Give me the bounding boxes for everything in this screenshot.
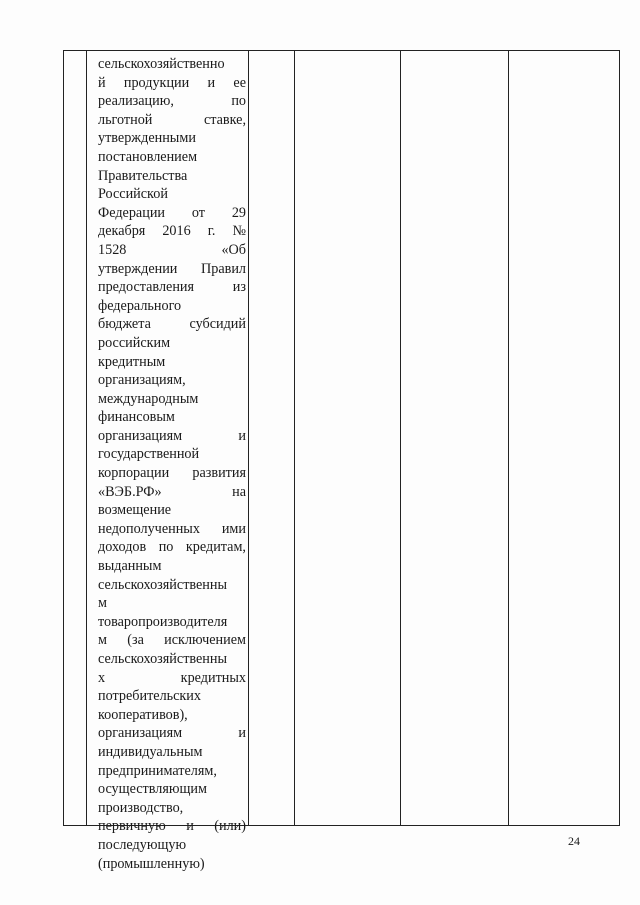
cell-word: последующую	[98, 836, 187, 853]
cell-word: реализацию,	[98, 93, 174, 110]
cell-text-line	[98, 297, 246, 316]
cell-word: Федерации	[98, 204, 166, 221]
column-divider-5	[508, 50, 509, 826]
cell-text-line	[98, 855, 246, 874]
cell-text-line	[98, 817, 246, 836]
cell-text-line	[98, 390, 246, 409]
cell-text-line	[98, 185, 246, 204]
cell-text-line	[98, 520, 246, 539]
cell-word: кредитам,	[185, 539, 246, 556]
cell-word: (или)	[214, 818, 246, 835]
cell-word: финансовым	[98, 409, 175, 426]
cell-word: и	[238, 725, 246, 742]
cell-text-line	[98, 278, 246, 297]
cell-text-line	[98, 743, 246, 762]
cell-text-line	[98, 464, 246, 483]
cell-text-line	[98, 762, 246, 781]
cell-word: доходов	[98, 539, 147, 556]
cell-word: Правил	[200, 260, 246, 277]
cell-word: корпорации	[98, 465, 170, 482]
cell-word: «ВЭБ.РФ»	[98, 483, 162, 500]
cell-text-line	[98, 650, 246, 669]
cell-word: по	[158, 539, 174, 556]
cell-text-line	[98, 222, 246, 241]
cell-text-line	[98, 241, 246, 260]
cell-word: субсидий	[189, 316, 246, 333]
cell-word: сельскохозяйственны	[98, 576, 228, 593]
cell-word: Российской	[98, 186, 168, 203]
cell-text-line	[98, 353, 246, 372]
cell-word: и	[238, 427, 246, 444]
cell-text-line	[98, 576, 246, 595]
column-divider-3	[294, 50, 295, 826]
cell-word: бюджета	[98, 316, 151, 333]
cell-text-line	[98, 334, 246, 353]
cell-word: организациям	[98, 427, 183, 444]
cell-word: возмещение	[98, 502, 172, 519]
cell-word: международным	[98, 390, 199, 407]
cell-word: утвержденными	[98, 130, 196, 147]
cell-word: исключением	[164, 632, 246, 649]
cell-text-line	[98, 631, 246, 650]
cell-word: (за	[127, 632, 144, 649]
cell-word: производство,	[98, 799, 184, 816]
cell-word: 2016	[162, 223, 191, 240]
cell-text-line	[98, 427, 246, 446]
cell-word: Правительства	[98, 167, 188, 184]
cell-word: индивидуальным	[98, 743, 203, 760]
cell-word: (промышленную)	[98, 855, 205, 872]
cell-word: м	[98, 632, 107, 649]
cell-word: м	[98, 595, 107, 612]
cell-word: организациям,	[98, 372, 186, 389]
cell-word: первичную	[98, 818, 166, 835]
cell-word: продукции	[123, 74, 190, 91]
cell-word: осуществляющим	[98, 781, 207, 798]
cell-word: российским	[98, 334, 171, 351]
cell-word: кредитным	[98, 353, 166, 370]
cell-word: выданным	[98, 558, 162, 575]
page-number: 24	[568, 834, 580, 848]
cell-text-line	[98, 371, 246, 390]
cell-text-line	[98, 724, 246, 743]
cell-word: 1528	[98, 241, 127, 258]
cell-word: постановлением	[98, 148, 198, 165]
cell-text-line	[98, 204, 246, 223]
cell-text-line	[98, 706, 246, 725]
cell-word: от	[191, 204, 205, 221]
cell-text-line	[98, 445, 246, 464]
cell-text-line	[98, 538, 246, 557]
cell-text-line	[98, 836, 246, 855]
cell-word: ими	[221, 520, 246, 537]
cell-word: сельскохозяйственно	[98, 56, 225, 72]
cell-word: кредитных	[180, 669, 246, 686]
cell-text-line	[98, 557, 246, 576]
cell-text-line	[98, 111, 246, 130]
cell-word: федерального	[98, 297, 182, 314]
cell-word: государственной	[98, 446, 200, 463]
cell-word: и	[186, 818, 194, 835]
cell-word: «Об	[221, 241, 246, 258]
cell-text-line	[98, 148, 246, 167]
cell-text-line	[98, 74, 246, 93]
cell-word: организациям	[98, 725, 183, 742]
cell-word: из	[232, 279, 246, 296]
column-divider-4	[400, 50, 401, 826]
cell-word: г.	[207, 223, 216, 240]
cell-word: недополученных	[98, 520, 200, 537]
cell-text-line	[98, 780, 246, 799]
cell-word: й	[98, 74, 106, 91]
cell-text-line	[98, 92, 246, 111]
cell-text-line	[98, 129, 246, 148]
cell-text-line	[98, 55, 246, 74]
cell-text-line	[98, 613, 246, 632]
cell-word: декабря	[98, 223, 146, 240]
cell-text-line	[98, 483, 246, 502]
cell-text-line	[98, 408, 246, 427]
cell-word: ее	[233, 74, 246, 91]
cell-text-line	[98, 501, 246, 520]
cell-text-line	[98, 260, 246, 279]
cell-word: предоставления	[98, 279, 195, 296]
cell-word: льготной	[98, 111, 153, 128]
cell-text-line	[98, 167, 246, 186]
table-cell-text	[98, 55, 246, 873]
cell-text-line	[98, 799, 246, 818]
cell-word: ставке,	[203, 111, 246, 128]
cell-text-line	[98, 669, 246, 688]
cell-word: х	[98, 669, 106, 686]
cell-word: 29	[231, 204, 246, 221]
cell-text-line	[98, 594, 246, 613]
cell-word: и	[207, 74, 216, 91]
cell-word: развития	[192, 465, 246, 482]
cell-word: сельскохозяйственны	[98, 651, 228, 667]
cell-word: на	[232, 483, 246, 500]
cell-text-line	[98, 687, 246, 706]
cell-word: №	[232, 223, 246, 240]
cell-word: по	[231, 93, 246, 110]
column-divider-2	[248, 50, 249, 826]
cell-word: кооперативов),	[98, 706, 188, 723]
cell-word: потребительских	[98, 688, 201, 705]
cell-word: предпринимателям,	[98, 762, 217, 779]
cell-text-line	[98, 315, 246, 334]
column-divider-1	[86, 50, 87, 826]
cell-word: утверждении	[98, 260, 178, 277]
cell-word: товаропроизводителя	[98, 613, 228, 630]
